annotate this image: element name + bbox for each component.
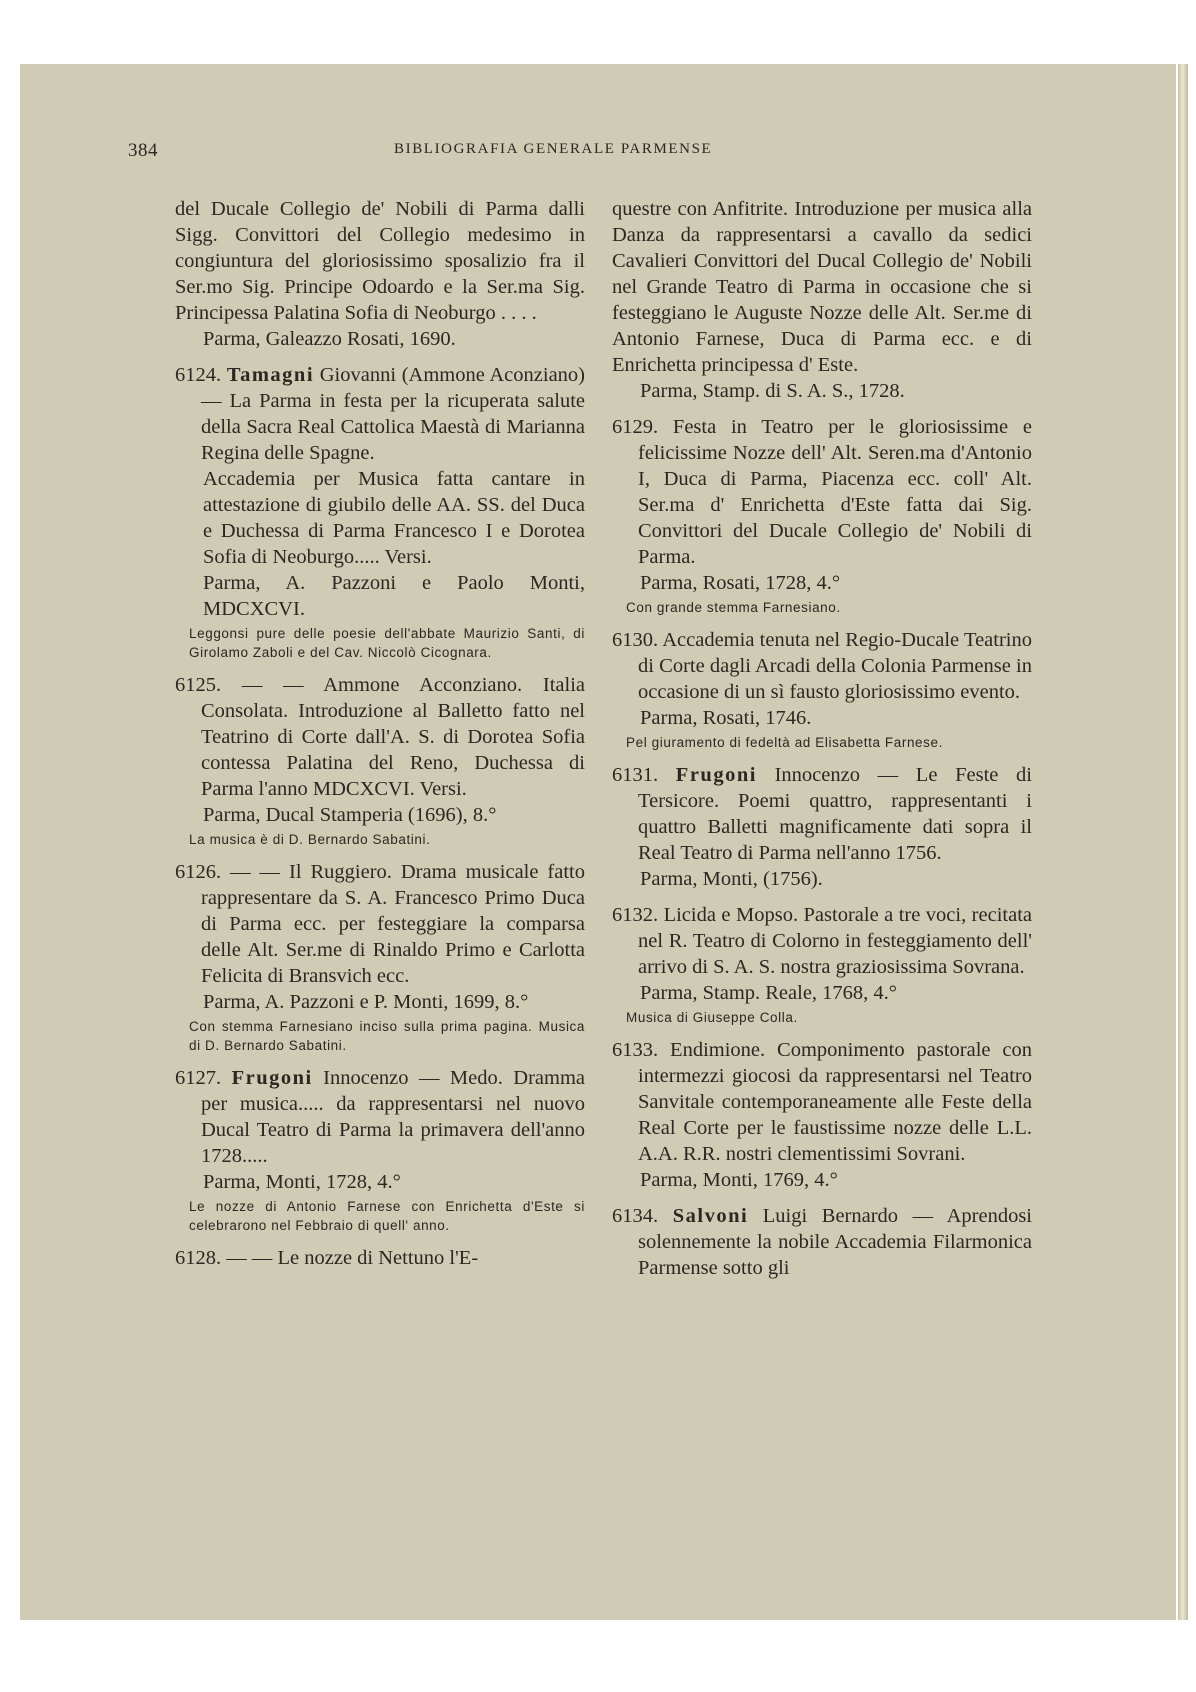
entry-imprint: Parma, Stamp. di S. A. S., 1728. [640, 380, 905, 402]
entry-continuation [175, 196, 585, 352]
entry-note: Musica di Giuseppe Colla. [626, 1010, 798, 1025]
entry-text: Festa in Teatro per le gloriosissime e felicissime Nozze dell' Alt. Seren.ma d'Antonio I, Duca di Parma, Piacenza ecc. coll' Alt. Ser.ma d' Enrichetta d'Este fatta dai Sig. Convittori del Ducale Collegio de' Nobili di Parma. [638, 416, 1032, 568]
entry-imprint: Parma, Monti, 1769, 4.° [640, 1169, 838, 1191]
entry-imprint: Parma, Rosati, 1746. [640, 707, 812, 729]
entry-6124 [175, 362, 585, 662]
entry-number: 6125. [175, 674, 222, 696]
left-column [175, 196, 585, 1271]
entry-text: Giovanni (Ammone Aconziano) — La Parma in festa per la ricuperata salute della Sacra Real Cattolica Maestà di Marianna Regina delle Spagne. [201, 364, 585, 464]
entry-text: Luigi Bernardo — Aprendosi solennemente la nobile Accademia Filarmonica Parmense sotto gli [638, 1205, 1032, 1279]
entry-imprint: Parma, Galeazzo Rosati, 1690. [203, 328, 456, 350]
entry-number: 6134. [612, 1205, 659, 1227]
entry-number: 6127. [175, 1067, 222, 1089]
entry-text: — — Il Ruggiero. Drama musicale fatto rappresentare da S. A. Francesco Primo Duca di Parma ecc. per festeggiare la comparsa delle Alt. Ser.me di Rinaldo Primo e Carlotta Felicita di Bransvich ecc. [201, 861, 585, 987]
entry-number: 6131. [612, 764, 659, 786]
entry-text-2: Accademia per Musica fatta cantare in attestazione di giubilo delle AA. SS. del Duca e Duchessa di Parma Francesco I e Dorotea Sofia di Neoburgo..... Versi. [203, 468, 585, 568]
entry-text: Innocenzo — Medo. Dramma per musica..... da rappresentarsi nel nuovo Ducal Teatro di Parma la primavera dell'anno 1728..... [201, 1067, 586, 1167]
entry-text: — — Ammone Acconziano. Italia Consolata. Introduzione al Balletto fatto nel Teatrino di Corte dall'A. S. di Dorotea Sofia contessa Palatina del Reno, Duchessa di Parma l'anno MDCXCVI. Versi. [201, 674, 586, 800]
entry-6129 [612, 414, 1032, 617]
entry-note: Leggonsi pure delle poesie dell'abbate Maurizio Santi, di Girolamo Zaboli e del Cav. Niccolò Cicognara. [189, 626, 585, 660]
entry-imprint: Parma, A. Pazzoni e Paolo Monti, MDCXCVI. [203, 572, 585, 620]
entry-author: Tamagni [226, 364, 315, 386]
entry-text: Accademia tenuta nel Regio-Ducale Teatrino di Corte dagli Arcadi della Colonia Parmense in occasione di un sì fausto gloriosissimo evento. [638, 629, 1032, 703]
entry-6126 [175, 859, 585, 1055]
entry-6133 [612, 1037, 1032, 1193]
entry-number: 6126. [175, 861, 222, 883]
entry-text: del Ducale Collegio de' Nobili di Parma dalli Sigg. Convittori del Collegio medesimo in congiuntura del gloriosissimo sposalizio fra il Ser.mo Sig. Principe Odoardo e la Ser.ma Sig. Principessa Palatina Sofia di Neoburgo . . . . [175, 198, 585, 324]
entry-6127 [175, 1065, 585, 1235]
entry-text: Endimione. Componimento pastorale con intermezzi giocosi da rappresentarsi nel Teatro Sanvitale contemporaneamente alle Feste della Real Corte per le faustissime nozze delle L.L. A.A. R.R. nostri clementissimi Sovrani. [638, 1039, 1033, 1165]
entry-imprint: Parma, Stamp. Reale, 1768, 4.° [640, 982, 898, 1004]
entry-number: 6133. [612, 1039, 659, 1061]
entry-text: — — Le nozze di Nettuno l'E- [226, 1247, 479, 1269]
entry-note: La musica è di D. Bernardo Sabatini. [189, 832, 431, 847]
entry-number: 6130. [612, 629, 659, 651]
entry-6130 [612, 627, 1032, 752]
entry-author: Frugoni [675, 764, 757, 786]
entry-note: Pel giuramento di fedeltà ad Elisabetta Farnese. [626, 735, 943, 750]
entry-author: Salvoni [672, 1205, 749, 1227]
right-column [612, 196, 1032, 1281]
entry-6131 [612, 762, 1032, 892]
entry-imprint: Parma, Rosati, 1728, 4.° [640, 572, 841, 594]
entry-number: 6132. [612, 904, 659, 926]
entry-continuation [612, 196, 1032, 404]
entry-6134 [612, 1203, 1032, 1281]
page-title: BIBLIOGRAFIA GENERALE PARMENSE [394, 141, 713, 157]
entry-imprint: Parma, A. Pazzoni e P. Monti, 1699, 8.° [203, 991, 529, 1013]
entry-text: Licida e Mopso. Pastorale a tre voci, recitata nel R. Teatro di Colorno in festeggiamento dell' arrivo di S. A. S. nostra graziosissima Sovrana. [638, 904, 1032, 978]
entry-imprint: Parma, Monti, (1756). [640, 868, 823, 890]
entry-6132 [612, 902, 1032, 1027]
page-number: 384 [128, 140, 158, 161]
entry-text: Innocenzo — Le Feste di Tersicore. Poemi quattro, rappresentanti i quattro Balletti magnificamente dati sopra il Real Teatro di Parma nell'anno 1756. [638, 764, 1032, 864]
entry-number: 6128. [175, 1247, 222, 1269]
entry-number: 6129. [612, 416, 659, 438]
entry-6128 [175, 1245, 585, 1271]
entry-note: Le nozze di Antonio Farnese con Enrichetta d'Este si celebrarono nel Febbraio di quell' anno. [189, 1199, 585, 1233]
entry-imprint: Parma, Monti, 1728, 4.° [203, 1171, 401, 1193]
entry-number: 6124. [175, 364, 222, 386]
entry-author: Frugoni [231, 1067, 313, 1089]
entry-text: questre con Anfitrite. Introduzione per musica alla Danza da rappresentarsi a cavallo da sedici Cavalieri Convittori del Ducal Collegio de' Nobili nel Grande Teatro di Parma in occasione che si festeggiano le Auguste Nozze delle Alt. Ser.me di Antonio Farnese, Duca di Parma ecc. e di Enrichetta principessa d' Este. [612, 198, 1032, 376]
running-header [128, 140, 818, 164]
entry-note: Con grande stemma Farnesiano. [626, 600, 841, 615]
entry-6125 [175, 672, 585, 849]
entry-note: Con stemma Farnesiano inciso sulla prima pagina. Musica di D. Bernardo Sabatini. [189, 1019, 585, 1053]
page-edge [1178, 64, 1188, 1620]
entry-imprint: Parma, Ducal Stamperia (1696), 8.° [203, 804, 497, 826]
